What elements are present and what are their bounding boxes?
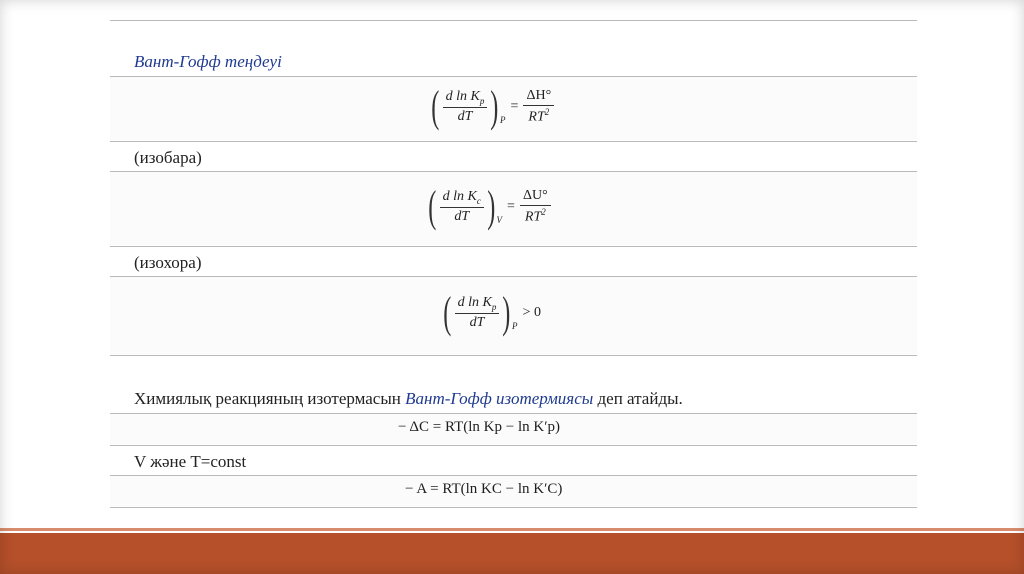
right-paren: ) bbox=[487, 182, 496, 231]
constant-subscript: P bbox=[500, 115, 506, 125]
isotherm-heading bbox=[134, 389, 683, 409]
right-paren: ) bbox=[490, 82, 499, 131]
divider bbox=[110, 507, 917, 508]
isotherm-formula-delta-c: − ΔC = RT(ln Kp − ln K′p) bbox=[398, 419, 560, 435]
rhs-numerator: ΔU° bbox=[520, 188, 551, 206]
fraction-numerator: d ln K bbox=[457, 295, 492, 311]
constant-subscript: V bbox=[496, 215, 503, 225]
left-paren: ( bbox=[428, 182, 437, 231]
derivative-fraction bbox=[455, 295, 500, 331]
isochore-heading: (изохора) bbox=[134, 253, 202, 272]
rhs-exponent: 2 bbox=[541, 207, 546, 218]
rhs-fraction bbox=[523, 88, 554, 126]
fraction-denominator: dT bbox=[457, 108, 473, 124]
left-paren: ( bbox=[431, 82, 440, 131]
v-and-t-const-heading: V және T=const bbox=[134, 452, 247, 471]
divider bbox=[110, 445, 917, 446]
divider bbox=[110, 246, 917, 247]
isotherm-formula-work: − A = RT(ln KC − ln K′C) bbox=[405, 481, 563, 497]
isobar-heading: (изобара) bbox=[134, 148, 202, 167]
equals-sign: = bbox=[510, 99, 519, 114]
top-divider bbox=[110, 20, 917, 21]
isotherm-text-part1: Химиялық реакцияның изотермасын bbox=[134, 389, 406, 408]
right-paren: ) bbox=[502, 288, 511, 337]
vant-hoff-isobar-formula bbox=[428, 82, 554, 131]
numerator-subscript: c bbox=[476, 195, 481, 206]
constant-subscript: P bbox=[512, 321, 518, 331]
greater-than-zero: > 0 bbox=[522, 305, 541, 320]
fraction-denominator: dT bbox=[469, 314, 485, 330]
positive-derivative-formula bbox=[440, 288, 546, 337]
rhs-denominator: RT bbox=[524, 209, 542, 225]
rhs-fraction bbox=[520, 188, 551, 226]
vant-hoff-isochore-formula bbox=[425, 182, 551, 231]
footer-accent-line bbox=[0, 528, 1024, 531]
rhs-exponent: 2 bbox=[544, 107, 550, 118]
vant-hoff-equation-heading: Вант-Гофф теңдеуі bbox=[134, 52, 282, 71]
fraction-numerator: d ln K bbox=[442, 189, 477, 205]
derivative-fraction bbox=[443, 89, 488, 125]
numerator-subscript: p bbox=[479, 95, 485, 106]
rhs-denominator: RT bbox=[528, 109, 545, 125]
isotherm-text-italic: Вант-Гофф изотермиясы bbox=[405, 389, 594, 408]
fraction-denominator: dT bbox=[454, 208, 470, 224]
rhs-numerator: ΔH° bbox=[523, 88, 554, 106]
derivative-fraction bbox=[440, 189, 484, 225]
left-paren: ( bbox=[443, 288, 452, 337]
divider bbox=[110, 355, 917, 356]
divider bbox=[110, 141, 917, 142]
fraction-numerator: d ln K bbox=[445, 89, 480, 105]
equals-sign: = bbox=[507, 199, 515, 214]
isotherm-text-part3: деп атайды. bbox=[593, 389, 683, 408]
numerator-subscript: p bbox=[491, 301, 497, 312]
footer-bar bbox=[0, 533, 1024, 574]
